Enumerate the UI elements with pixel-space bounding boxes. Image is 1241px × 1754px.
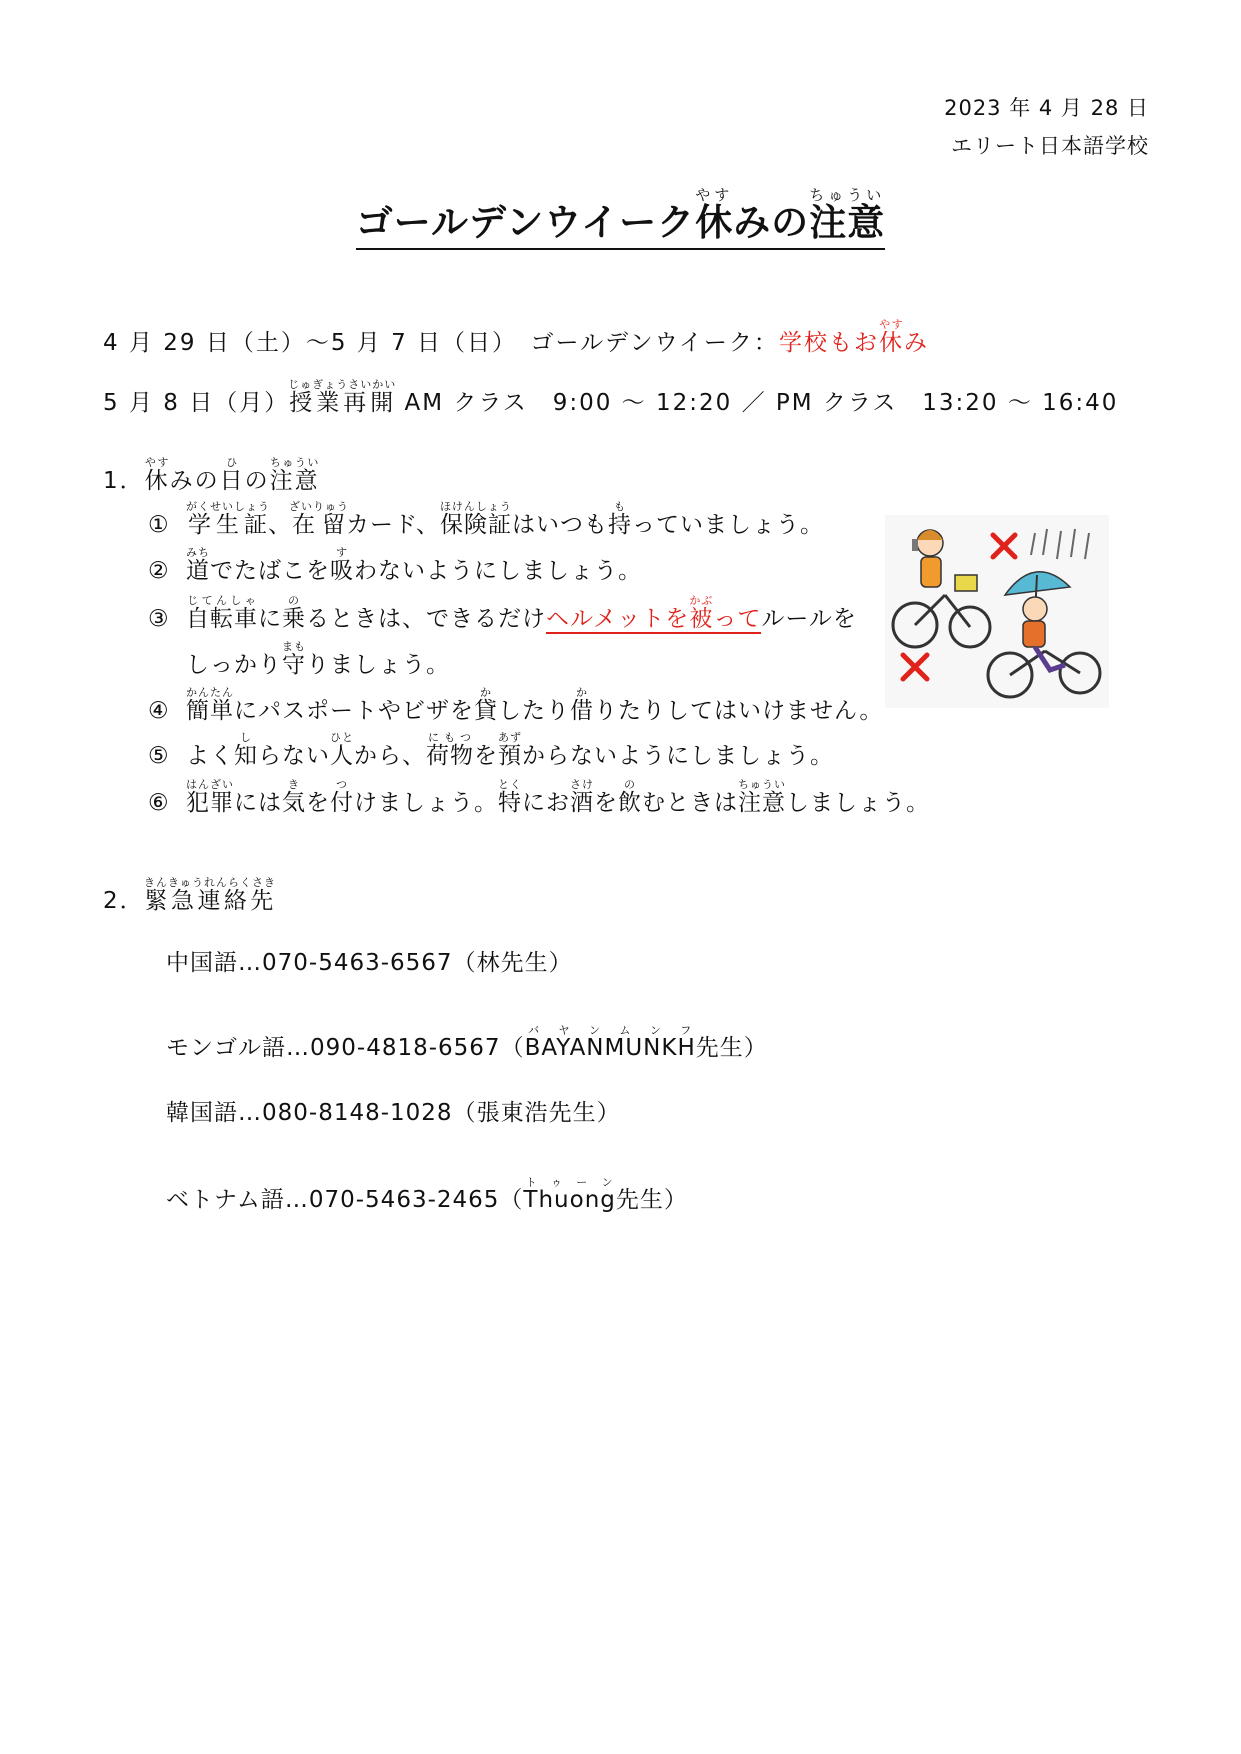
school-closed-note: 学校もお休やすみ	[778, 318, 929, 356]
bicycle-safety-illustration	[885, 515, 1109, 708]
contact-vietnamese: ベトナム語…070-5463-2465（Thuongト ゥ ー ン先生）	[166, 1176, 688, 1213]
contact-korean: 韓国語…080-8148-1028（張東浩先生）	[166, 1100, 621, 1126]
contact-mongolian: モンゴル語…090-4818-6567（BAYANMUNKHバ ヤ ン ム ン フ先生）	[166, 1024, 768, 1061]
holiday-schedule: 4 月 29 日（土）～5 月 7 日（日） ゴールデンウイーク：学校もお休やすみ	[103, 318, 929, 356]
list-item: ② 道みちでたばこを吸すわないようにしましょう。	[148, 546, 642, 584]
list-item: ③ 自転車じてんしゃに乗のるときは、できるだけヘルメットを被かぶってルールを	[148, 594, 857, 632]
list-item: ⑤ よく知しらない人ひとから、荷物にもつを預あずからないようにしましょう。	[148, 731, 834, 769]
page-title: ゴールデンウイーク休やすみの注意ちゅうい	[356, 186, 885, 250]
title-block	[0, 186, 1241, 250]
class-resume-schedule: 5 月 8 日（月）授業再開じゅぎょうさいかい AM クラス 9:00 ～ 12:20 ／ PM クラス 13:20 ～ 16:40	[103, 378, 1119, 416]
list-item: ⑥ 犯罪はんざいには気きを付つけましょう。特とくにお酒さけを飲のむときは注意ちゅういしましょう。	[148, 778, 930, 816]
section-heading-emergency-contacts: 2．緊急連絡先きんきゅうれんらくさき	[103, 876, 276, 914]
list-item-continuation: しっかり守まもりましょう。	[186, 640, 450, 678]
list-item: ① 学生証がくせいしょう、在留ざいりゅうカード、保険証ほけんしょうはいつも持もっていましょう。	[148, 500, 824, 538]
list-item: ④ 簡単かんたんにパスポートやビザを貸かしたり借かりたりしてはいけません。	[148, 686, 884, 724]
bicycle-illustration-svg	[885, 515, 1109, 708]
school-name: エリート日本語学校	[951, 134, 1149, 158]
contact-chinese: 中国語…070-5463-6567（林先生）	[166, 950, 573, 976]
document-date: 2023 年 4 月 28 日	[944, 96, 1149, 120]
helmet-warning: ヘルメットを被かぶって	[546, 594, 762, 632]
section-heading-holiday-notes: 1．休やすみの日ひの注意ちゅうい	[103, 456, 320, 494]
